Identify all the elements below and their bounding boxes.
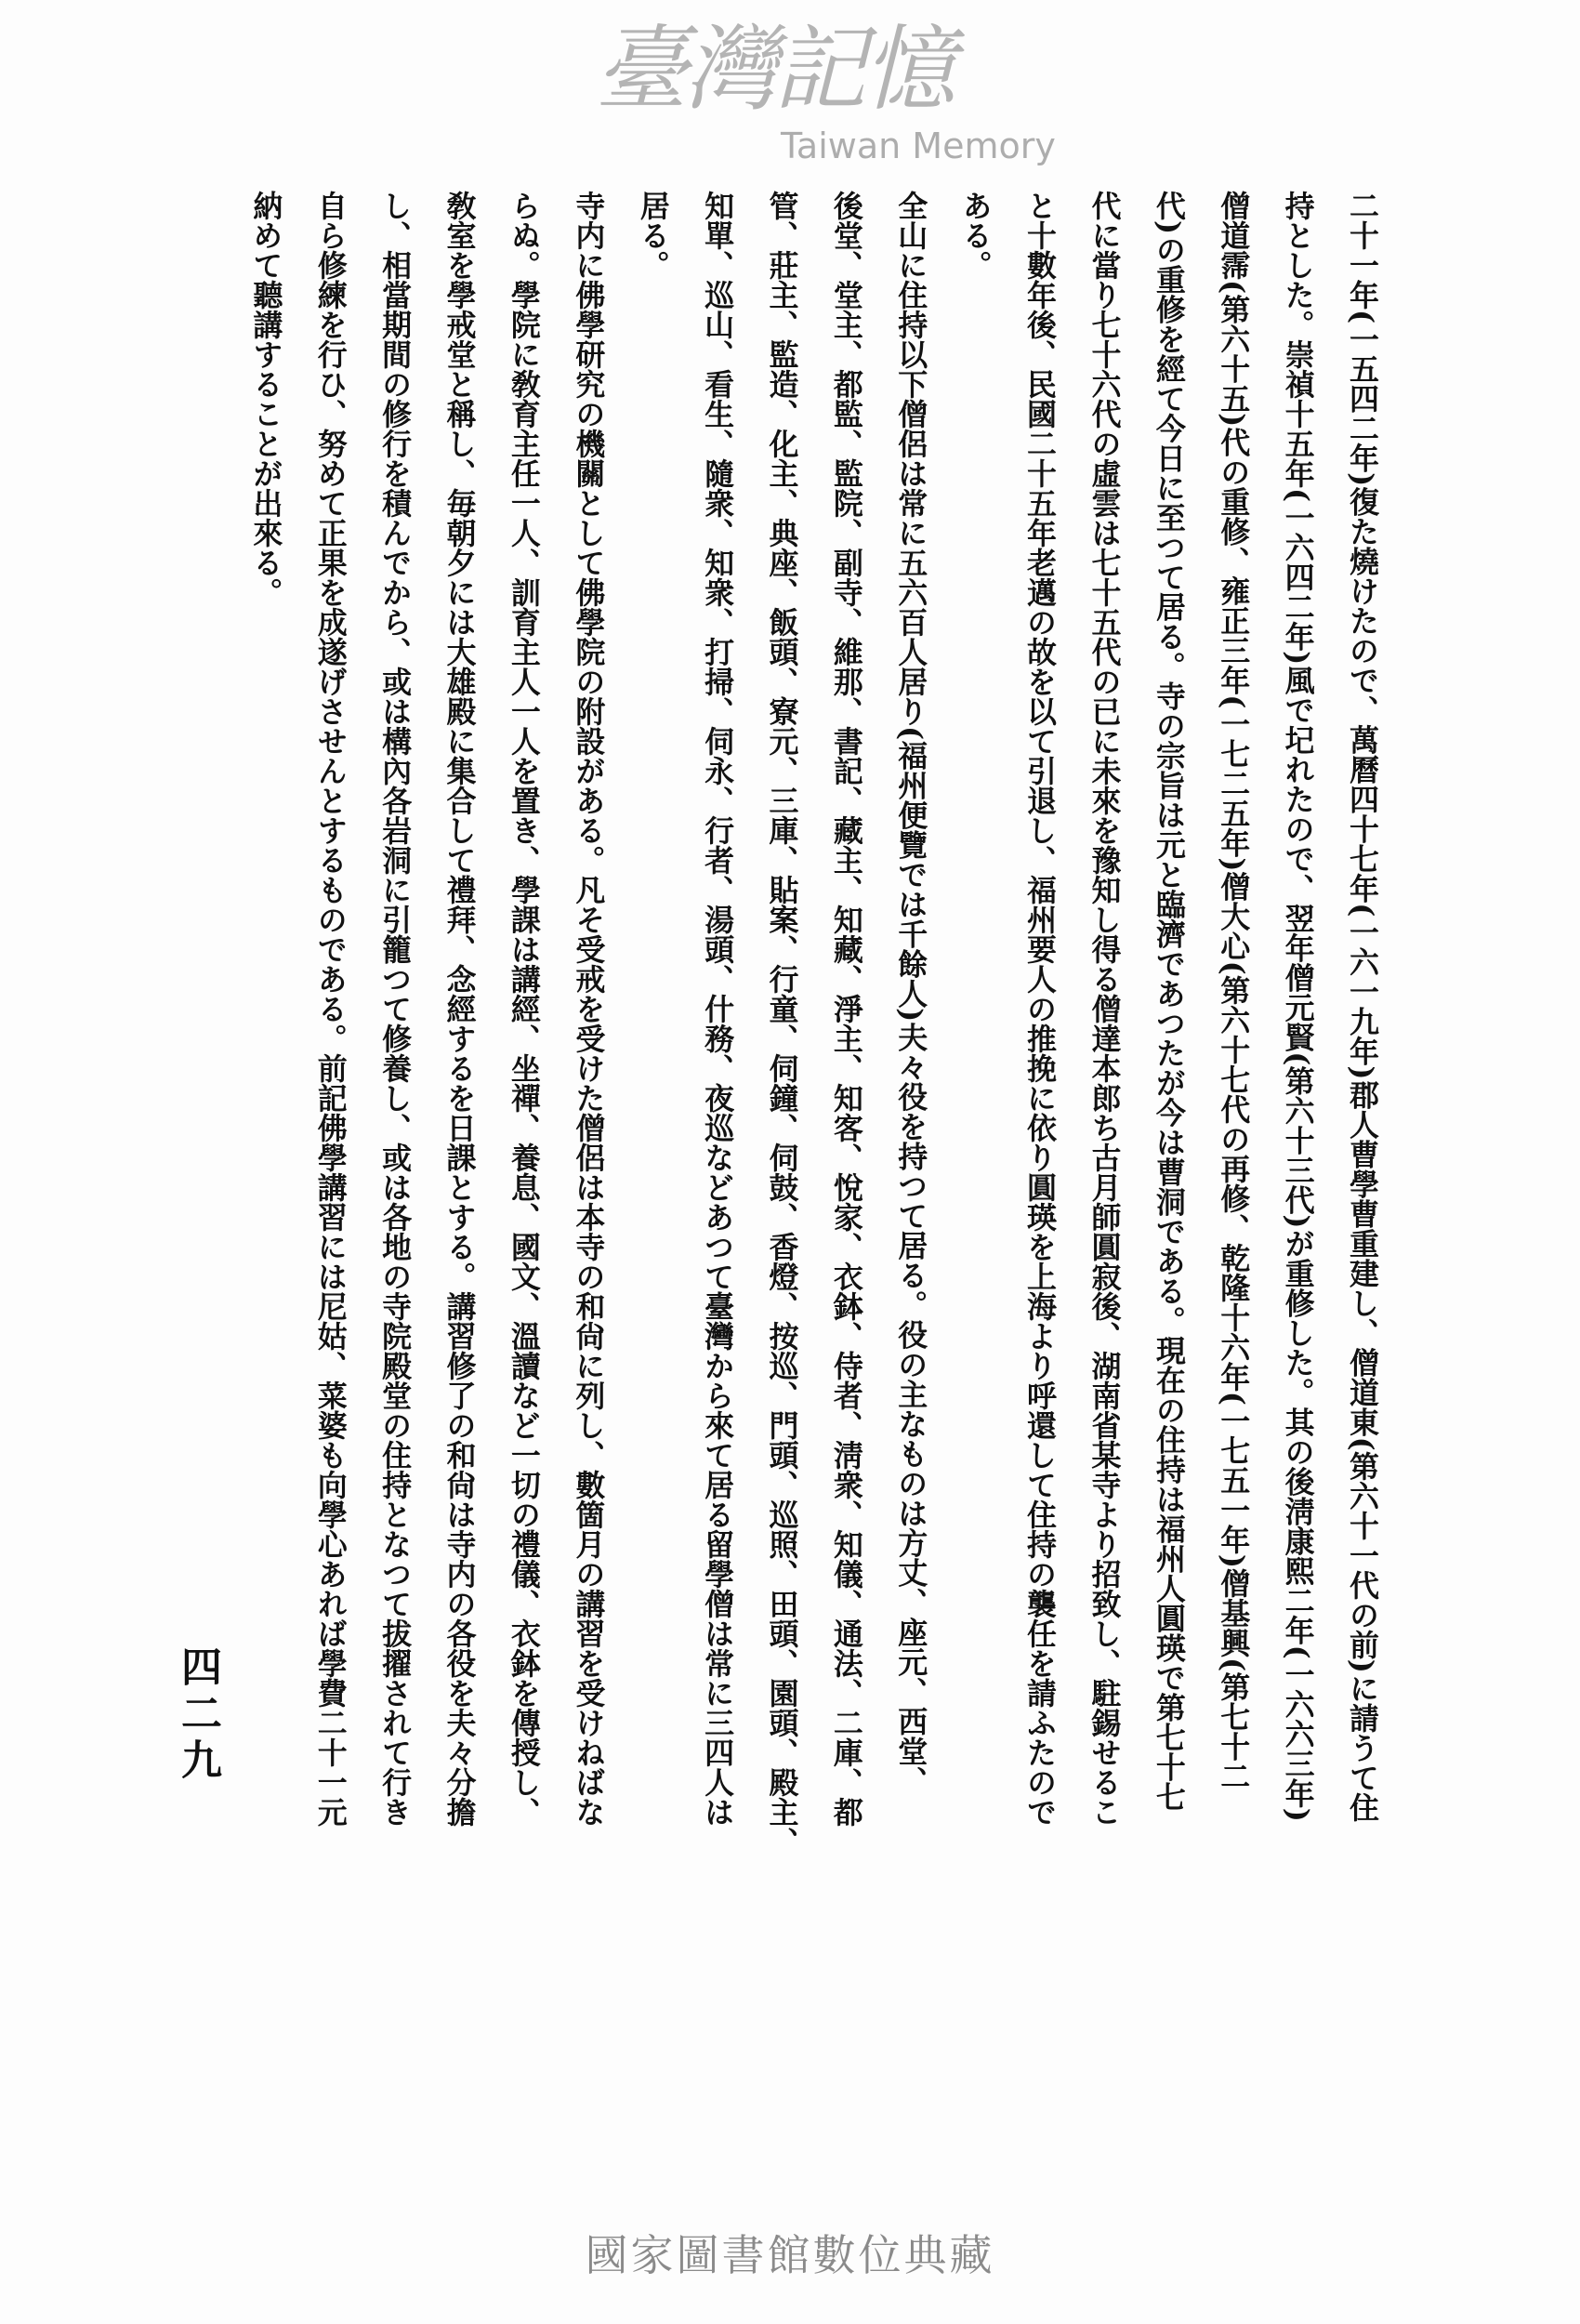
text-column: 寺内に佛學研究の機關として佛學院の附設がある。凡そ受戒を受けた僧侶は本寺の和尙に列し、數箇月の講習を受けねばな xyxy=(571,191,607,1827)
text-column: 管、莊主、監造、化主、典座、飯頭、寮元、三庫、貼案、行童、伺鐘、伺鼓、香燈、按巡、門頭、巡照、田頭、園頭、殿主、 xyxy=(764,191,800,1856)
watermark xyxy=(595,15,1056,177)
page-number: 四二九 xyxy=(174,1645,221,1785)
text-column: ある。 xyxy=(957,191,994,280)
text-column: 後堂、堂主、都監、監院、副寺、維那、書記、藏主、知藏、淨主、知客、悅家、衣鉢、侍者、淸衆、知儀、通法、二庫、都 xyxy=(828,191,864,1827)
text-column: 全山に住持以下僧侶は常に五六百人居り(福州便覽では千餘人)夫々役を持つて居る。役の主なものは方丈、座元、西堂、 xyxy=(893,191,929,1796)
text-column: 居る。 xyxy=(635,191,671,280)
text-column: 持とした。崇禎十五年(一六四二年)風で圮れたので、翌年僧元賢(第六十三代)が重修した。其の後淸康熙二年(一六六三年) xyxy=(1280,191,1316,1822)
text-column: し、相當期間の修行を積んでから、或は構內各岩洞に引籠つて修養し、或は各地の寺院殿堂の住持となつて拔擢されて行き xyxy=(377,191,414,1827)
text-column: 納めて聽講することが出來る。 xyxy=(248,191,284,607)
text-column: 敎室を學戒堂と稱し、毎朝夕には大雄殿に集合して禮拜、念經するを日課とする。講習修了の和尙は寺内の各役を夫々分擔 xyxy=(441,191,478,1827)
text-column: らぬ。學院に敎育主任一人、訓育主人一人を置き、學課は講經、坐禪、養息、國文、溫讀など一切の禮儀、衣鉢を傳授し、 xyxy=(506,191,542,1827)
text-column: 知單、巡山、看生、隨衆、知衆、打掃、伺永、行者、湯頭、什務、夜巡などあつて臺灣から來て居る留學僧は常に三四人は xyxy=(700,191,736,1827)
body-text xyxy=(233,191,1394,2143)
text-column: 自ら修練を行ひ、努めて正果を成遂げさせんとするものである。前記佛學講習には尼姑、菜婆も向學心あれば學費二十一元 xyxy=(312,191,349,1827)
text-column: 僧道霈(第六十五)代の重修、雍正三年(一七二五年)僧大心(第六十七代の再修、乾隆十六年(一七五一年)僧基興(第七十二 xyxy=(1216,191,1252,1791)
watermark-chinese: 臺灣記憶 xyxy=(595,15,952,124)
footer-archive-label: 國家圖書館數位典藏 xyxy=(585,2230,995,2280)
text-column: 代に當り七十六代の虛雲は七十五代の已に未來を豫知し得る僧達本郎ち古月師圓寂後、湖南省某寺より招致し、駐錫せるこ xyxy=(1086,191,1123,1827)
text-column: 代)の重修を經て今日に至つて居る。寺の宗旨は元と臨濟であつたが今は曹洞である。現在の住持は福州人圓瑛で第七十七 xyxy=(1151,191,1187,1812)
watermark-english: Taiwan Memory xyxy=(781,125,1056,166)
text-column: 二十一年(一五四二年)復た燒けたので、萬曆四十七年(一六一九年)郡人曹學曹重建し、僧道東(第六十一代の前)に請うて住 xyxy=(1345,191,1380,1822)
text-column: と十數年後、民國二十五年老邁の故を以て引退し、福州要人の推挽に依り圓瑛を上海より呼還して住持の襲任を請ふたので xyxy=(1022,191,1059,1827)
